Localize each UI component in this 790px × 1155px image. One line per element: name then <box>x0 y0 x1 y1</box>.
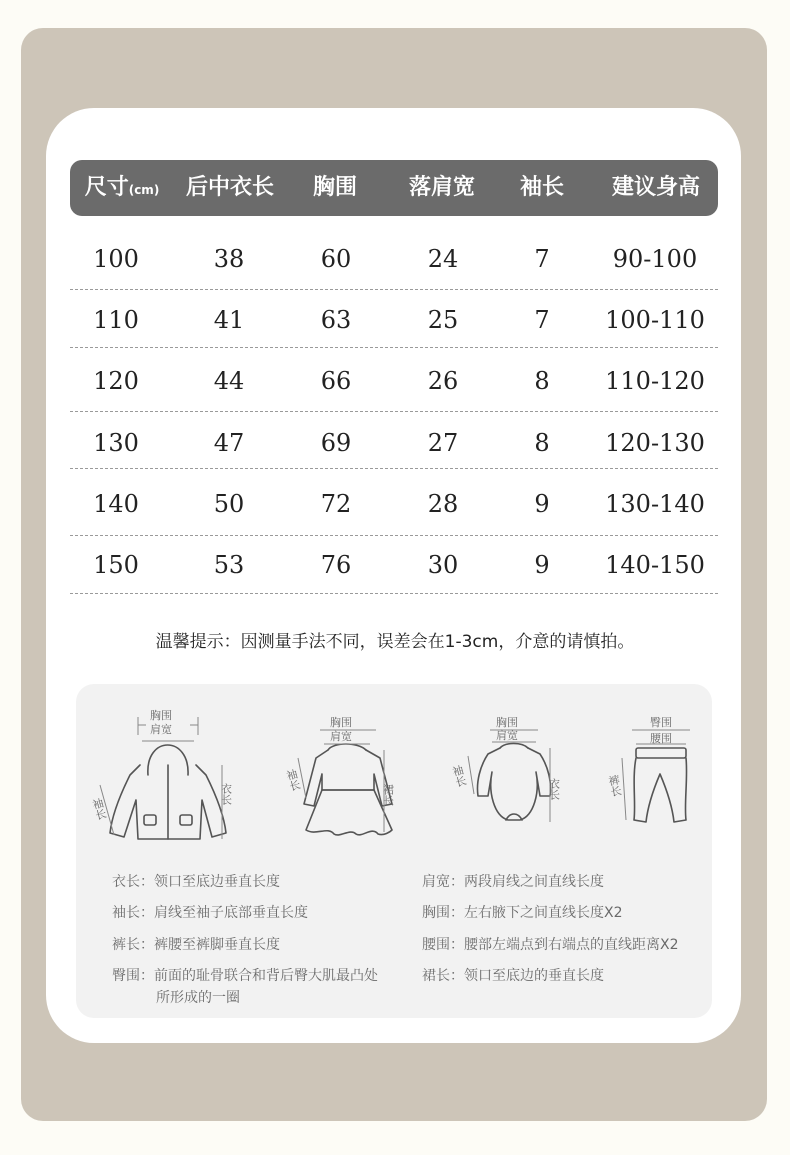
cell-size: 110 <box>93 306 139 334</box>
label-length: 裤长 <box>606 773 623 798</box>
table-row <box>70 351 718 411</box>
cell-height: 120-130 <box>605 429 705 457</box>
pants-diagram <box>608 708 698 833</box>
romper-icon <box>450 712 580 832</box>
definition-item: 衣长：领口至底边垂直长度 <box>112 874 280 890</box>
label-sleeve: 袖长 <box>283 767 303 793</box>
size-table-header <box>70 160 718 216</box>
cell-height: 100-110 <box>605 306 705 334</box>
table-row <box>70 474 718 534</box>
cell-shoulder: 30 <box>427 551 459 579</box>
label-sleeve: 袖长 <box>449 763 469 789</box>
table-row <box>70 535 718 595</box>
cell-shoulder: 24 <box>427 245 459 273</box>
cell-chest: 72 <box>320 490 352 518</box>
cell-chest: 60 <box>320 245 352 273</box>
jacket-diagram <box>90 705 240 845</box>
cell-size: 120 <box>93 367 139 395</box>
row-divider <box>70 593 718 594</box>
cell-size: 140 <box>93 490 139 518</box>
cell-size: 150 <box>93 551 139 579</box>
cell-back-length: 50 <box>213 490 245 518</box>
cell-back-length: 53 <box>213 551 245 579</box>
cell-sleeve: 9 <box>534 551 550 579</box>
label-shoulder: 肩宽 <box>496 729 518 742</box>
table-row <box>70 413 718 473</box>
measurement-tip: 温馨提示：因测量手法不同，误差会在1-3cm，介意的请慎拍。 <box>155 632 635 652</box>
cell-back-length: 47 <box>213 429 245 457</box>
label-shoulder: 肩宽 <box>330 730 352 743</box>
cell-sleeve: 8 <box>534 367 550 395</box>
cell-sleeve: 7 <box>534 245 550 273</box>
label-hip: 臀围 <box>650 716 672 729</box>
cell-height: 110-120 <box>605 367 705 395</box>
cell-chest: 63 <box>320 306 352 334</box>
cell-shoulder: 25 <box>427 306 459 334</box>
cell-shoulder: 27 <box>427 429 459 457</box>
definition-item: 裙长：领口至底边的垂直长度 <box>422 968 604 984</box>
cell-back-length: 44 <box>213 367 245 395</box>
jacket-icon <box>90 705 240 845</box>
romper-diagram <box>450 712 580 832</box>
cell-height: 90-100 <box>612 245 698 273</box>
cell-size: 100 <box>93 245 139 273</box>
definition-item: 胸围：左右腋下之间直线长度X2 <box>422 905 623 921</box>
definition-item: 肩宽：两段肩线之间直线长度 <box>422 874 604 890</box>
dress-diagram <box>283 712 408 842</box>
label-chest: 胸围 <box>150 709 172 722</box>
label-length: 衣长 <box>547 778 561 800</box>
cell-sleeve: 7 <box>534 306 550 334</box>
cell-chest: 69 <box>320 429 352 457</box>
header-back-length: 后中衣长 <box>185 175 275 200</box>
cell-back-length: 41 <box>213 306 245 334</box>
cell-shoulder: 26 <box>427 367 459 395</box>
label-sleeve: 袖长 <box>89 796 109 822</box>
cell-sleeve: 8 <box>534 429 550 457</box>
header-chest: 胸围 <box>312 175 358 200</box>
header-size: 尺寸(cm) <box>84 175 160 200</box>
table-row <box>70 290 718 350</box>
header-height: 建议身高 <box>611 175 701 200</box>
cell-shoulder: 28 <box>427 490 459 518</box>
label-chest: 胸围 <box>496 716 518 729</box>
label-shoulder: 肩宽 <box>150 723 172 736</box>
label-chest: 胸围 <box>330 716 352 729</box>
cell-size: 130 <box>93 429 139 457</box>
definition-item: 腰围：腰部左端点到右端点的直线距离X2 <box>422 937 679 953</box>
cell-sleeve: 9 <box>534 490 550 518</box>
row-divider <box>70 411 718 412</box>
header-sleeve: 袖长 <box>519 175 565 200</box>
label-length: 衣长 <box>219 783 233 805</box>
header-shoulder: 落肩宽 <box>408 175 476 200</box>
cell-back-length: 38 <box>213 245 245 273</box>
dress-icon <box>283 712 408 842</box>
definition-item: 臀围：前面的耻骨联合和背后臀大肌最凸处 所形成的一圈 <box>112 968 378 1006</box>
definition-item: 裤长：裤腰至裤脚垂直长度 <box>112 937 280 953</box>
label-length: 裙长 <box>381 784 395 806</box>
definition-item: 袖长：肩线至袖子底部垂直长度 <box>112 905 308 921</box>
row-divider <box>70 468 718 469</box>
pants-icon <box>608 708 698 833</box>
cell-height: 130-140 <box>605 490 705 518</box>
cell-chest: 66 <box>320 367 352 395</box>
row-divider <box>70 347 718 348</box>
label-waist: 腰围 <box>650 732 672 745</box>
cell-height: 140-150 <box>605 551 705 579</box>
table-row <box>70 229 718 289</box>
cell-chest: 76 <box>320 551 352 579</box>
